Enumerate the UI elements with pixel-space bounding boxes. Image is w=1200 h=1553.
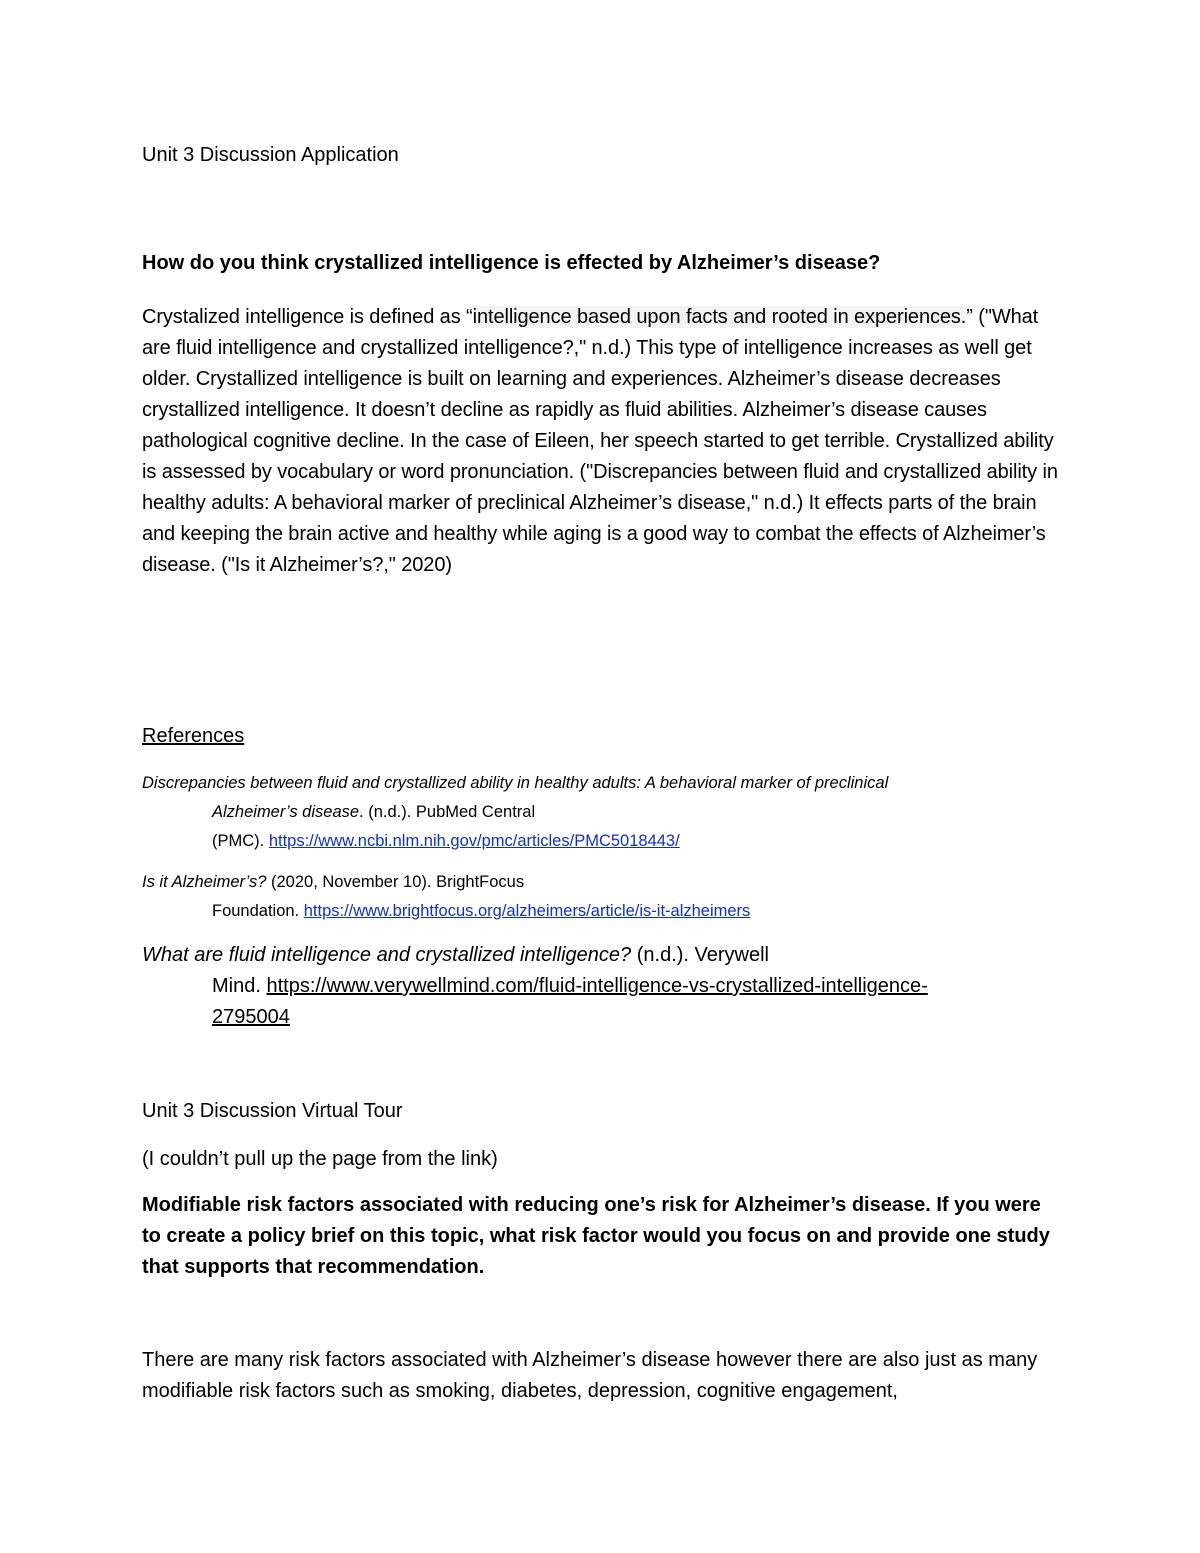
reference-link-verywell[interactable]: https://www.verywellmind.com/fluid-intelligence-vs-crystallized-intelligence-	[266, 975, 928, 997]
reference-publisher: Mind.	[212, 975, 267, 997]
reference-publisher: (PMC).	[212, 832, 269, 850]
reference-link-line	[142, 897, 1062, 926]
reference-meta: (2020, November 10). BrightFocus	[266, 873, 525, 891]
question-crystallized: How do you think crystallized intelligence is effected by Alzheimer’s disease?	[142, 252, 881, 274]
reference-meta: . (n.d.). PubMed Central	[359, 803, 536, 821]
answer-quote-highlight: intelligence based upon facts and rooted in experiences.	[472, 306, 967, 328]
reference-link-pmc[interactable]: https://www.ncbi.nlm.nih.gov/pmc/articles/PMC5018443/	[268, 832, 680, 850]
reference-link-brightfocus[interactable]: https://www.brightfocus.org/alzheimers/article/is-it-alzheimers	[303, 902, 751, 920]
answer-rest: ” ("What are fluid intelligence and crystallized intelligence?," n.d.) This type of intelligence increases as well get older. Crystallized intelligence is built on learning and experiences. Alzheimer’s disease decreases crystallized intelligence. It doesn’t decline as rapidly as fluid abilities. Alzheimer’s disease causes pathological cognitive decline. In the case of Eileen, her speech started to get terrible. Crystallized ability is assessed by vocabulary or word pronunciation. ("Discrepancies between fluid and crystallized ability in healthy adults: A behavioral marker of preclinical Alzheimer’s disease," n.d.) It effects parts of the brain and keeping the brain active and healthy while aging is a good way to combat the effects of Alzheimer’s disease. ("Is it Alzheimer’s?," 2020)	[142, 306, 1058, 576]
answer-risk-factors: There are many risk factors associated with Alzheimer’s disease however there are also just as many modifiable risk factors such as smoking, diabetes, depression, cognitive engagement,	[142, 1349, 1038, 1402]
reference-publisher: Foundation.	[212, 902, 304, 920]
reference-link-line	[142, 827, 1062, 856]
reference-link-verywell-end[interactable]: 2795004	[212, 1006, 290, 1028]
reference-title-cont	[142, 798, 1062, 827]
question-risk-factors: Modifiable risk factors associated with reducing one’s risk for Alzheimer’s disease. If you were to create a policy brief on this topic, what risk factor would you focus on and provide one study that supports that recommendation.	[142, 1194, 1050, 1278]
reference-title-line: Discrepancies between fluid and crystallized ability in healthy adults: A behavioral marker of preclinical	[142, 774, 889, 792]
reference-title-end: Alzheimer’s disease	[212, 803, 360, 821]
section-title-virtual-tour: Unit 3 Discussion Virtual Tour	[142, 1100, 403, 1122]
reference-item	[142, 940, 1062, 1033]
answer-lead: Crystalized intelligence is defined as “	[142, 306, 473, 328]
references-heading: References	[142, 725, 245, 747]
reference-title: What are fluid intelligence and crystallized intelligence?	[142, 944, 632, 966]
reference-title-line	[142, 868, 1062, 897]
reference-item	[142, 769, 1062, 856]
reference-link-cont	[142, 1002, 1062, 1033]
reference-link-line	[142, 971, 1062, 1002]
answer-crystallized	[142, 302, 1062, 581]
reference-title-line	[142, 940, 1062, 971]
section-title-application: Unit 3 Discussion Application	[142, 144, 399, 166]
reference-title: Is it Alzheimer’s?	[142, 873, 267, 891]
reference-meta: (n.d.). Verywell	[631, 944, 769, 966]
virtual-tour-note: (I couldn’t pull up the page from the link)	[142, 1148, 498, 1170]
reference-item	[142, 868, 1062, 926]
